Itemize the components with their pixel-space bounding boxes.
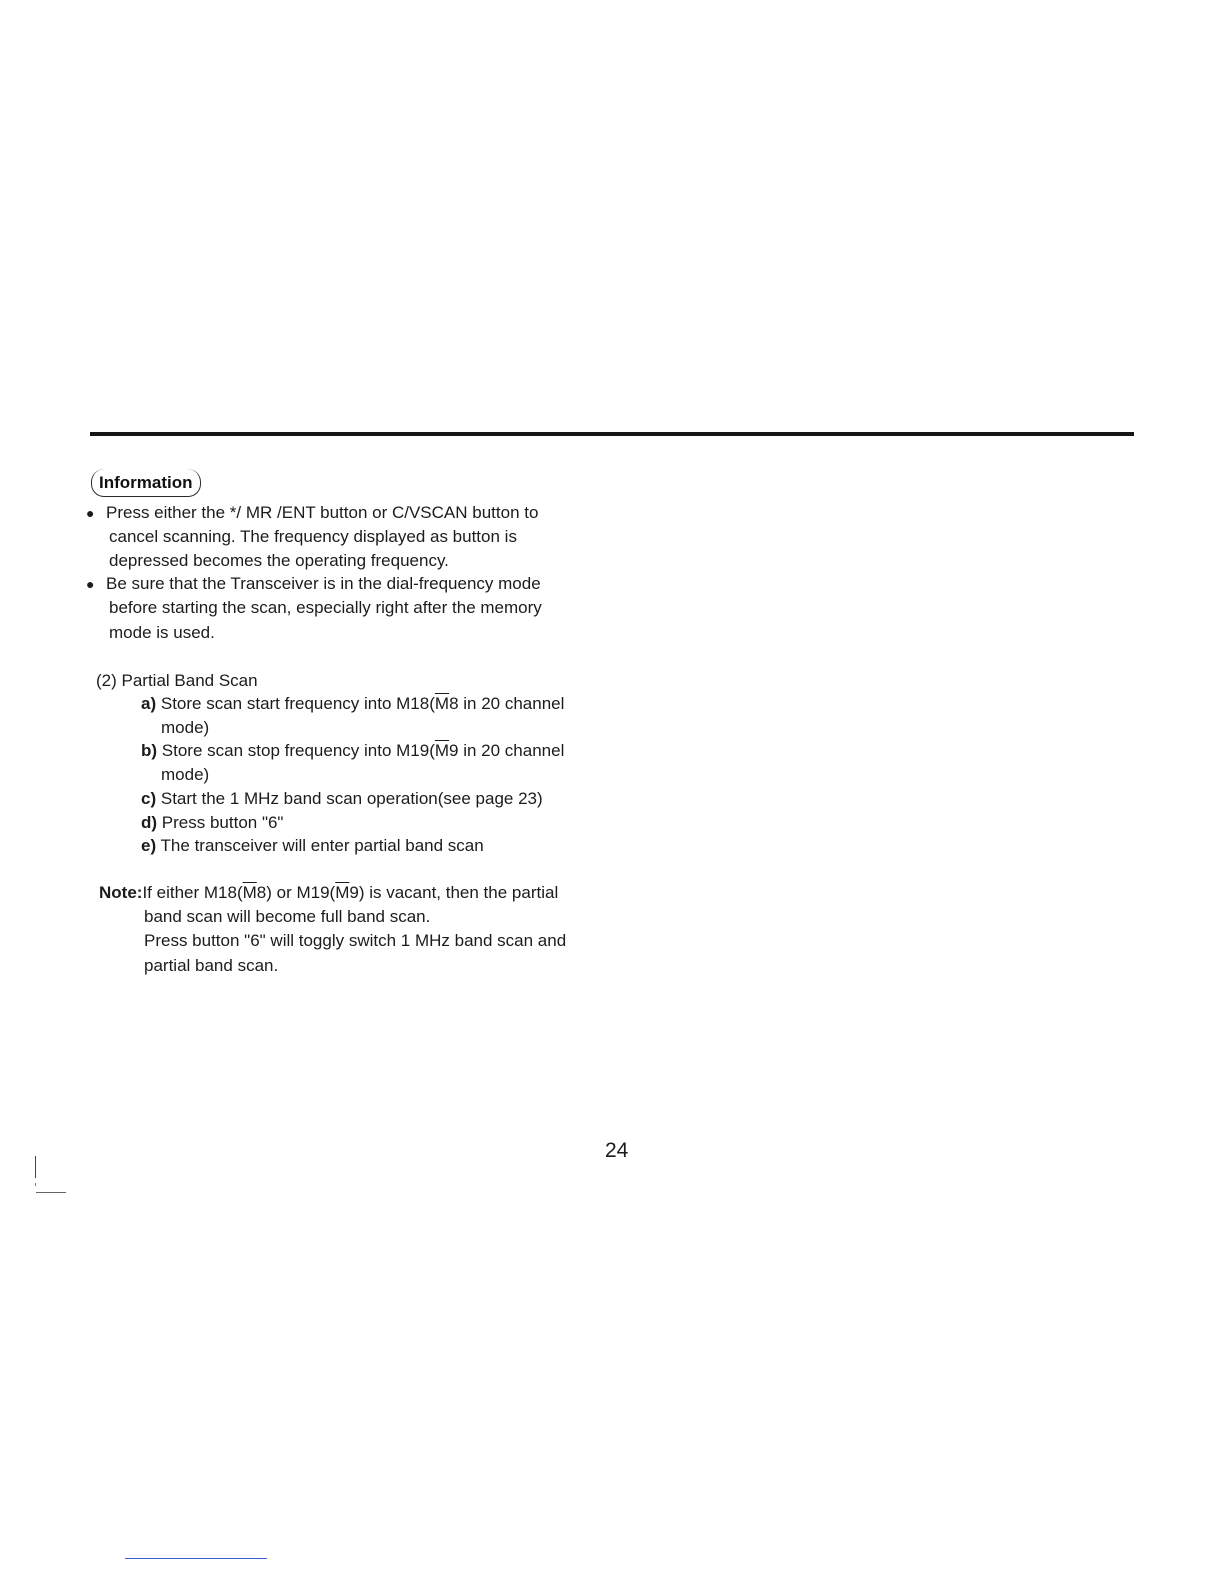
- step-b-overlined-m: $\overline{M}$: [434, 741, 450, 760]
- info-bullet-1-line-2: cancel scanning. The frequency displayed as button is: [109, 527, 517, 546]
- note-line-1-a: If either M18(: [142, 883, 243, 902]
- step-a: [141, 692, 564, 716]
- note-line-3: Press button "6" will toggly switch 1 MHz band scan and: [144, 931, 567, 950]
- step-e-text: The transceiver will enter partial band scan: [160, 836, 484, 855]
- note-line-1-c: 9) is vacant, then the partial: [349, 883, 559, 902]
- step-a-overlined-m: $\overline{M}$: [434, 694, 450, 713]
- bullet-dot-icon: ●: [86, 576, 95, 592]
- note-line-1: [99, 881, 558, 905]
- info-bullet-1-line-1: Press either the */ MR /ENT button or C/VSCAN button to: [106, 503, 539, 522]
- bottom-blue-line: [125, 1558, 267, 1559]
- bullet-dot-icon: ●: [86, 505, 95, 521]
- step-a-text-pre: Store scan start frequency into M18(: [160, 694, 435, 713]
- step-e-label: e): [141, 836, 157, 855]
- step-b: [141, 739, 564, 763]
- note-overlined-m-1: $\overline{M}$: [242, 883, 257, 902]
- note-line-4: partial band scan.: [144, 956, 279, 975]
- information-badge: Information: [91, 469, 201, 497]
- note-overlined-m-2: $\overline{M}$: [335, 883, 350, 902]
- step-b-label: b): [141, 741, 158, 760]
- step-e: [141, 834, 484, 858]
- note-label: Note:: [99, 883, 143, 902]
- info-bullet-1-line-3: depressed becomes the operating frequency.: [109, 551, 449, 570]
- step-d: [141, 811, 283, 835]
- partial-band-scan-heading: (2) Partial Band Scan: [96, 671, 258, 690]
- info-bullet-2-line-1: Be sure that the Transceiver is in the dial-frequency mode: [106, 574, 541, 593]
- scan-margin-dot: [35, 1183, 36, 1186]
- step-c: [141, 787, 543, 811]
- step-b-continuation: mode): [161, 765, 210, 784]
- step-a-continuation: mode): [161, 718, 210, 737]
- page-number: 24: [605, 1139, 629, 1162]
- step-a-text-post: 8 in 20 channel: [449, 694, 565, 713]
- section-divider-rule: [90, 432, 1134, 436]
- step-b-text-post: 9 in 20 channel: [449, 741, 565, 760]
- info-bullet-2-line-3: mode is used.: [109, 623, 215, 642]
- step-a-label: a): [141, 694, 157, 713]
- info-bullet-2-line-2: before starting the scan, especially right after the memory: [109, 598, 542, 617]
- note-line-2: band scan will become full band scan.: [144, 907, 431, 926]
- step-c-text: Start the 1 MHz band scan operation(see page 23): [160, 789, 543, 808]
- step-c-label: c): [141, 789, 157, 808]
- scan-margin-mark: [35, 1156, 36, 1178]
- step-d-label: d): [141, 813, 158, 832]
- scan-margin-line: [36, 1192, 66, 1193]
- note-line-1-b: 8) or M19(: [256, 883, 336, 902]
- step-d-text: Press button "6": [161, 813, 284, 832]
- step-b-text-pre: Store scan stop frequency into M19(: [161, 741, 435, 760]
